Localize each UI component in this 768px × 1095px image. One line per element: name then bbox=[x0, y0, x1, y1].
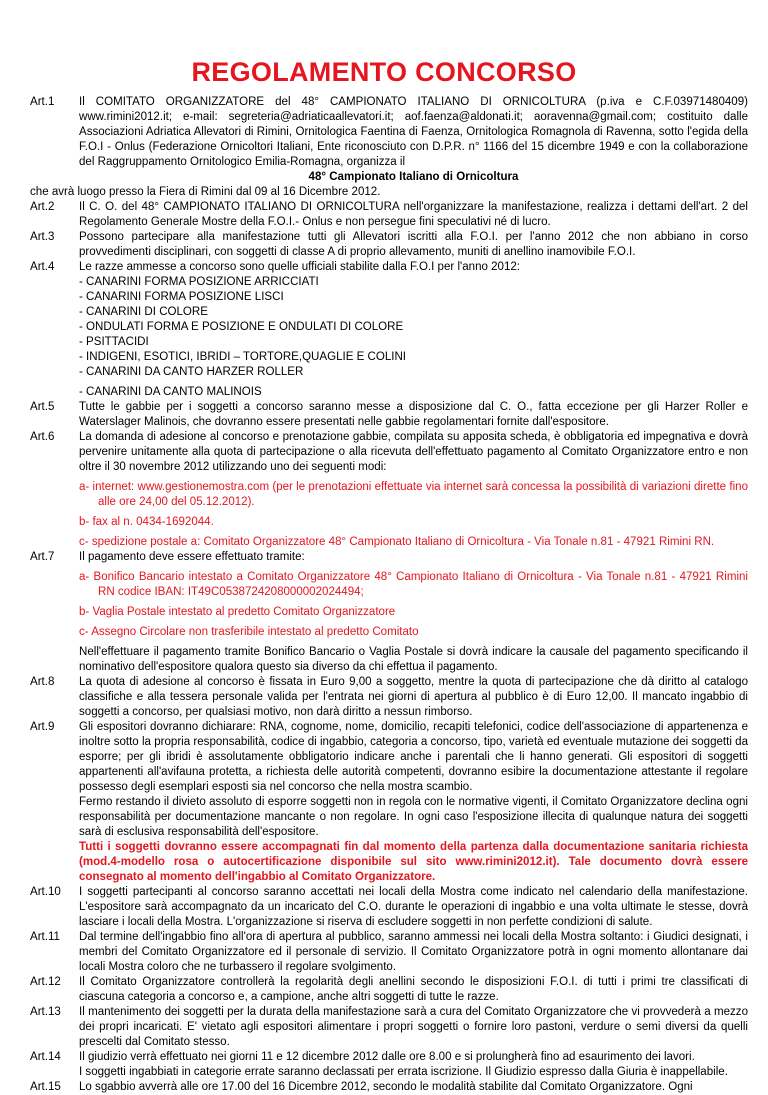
article-number: Art.4 bbox=[30, 261, 55, 273]
article-11 bbox=[30, 930, 748, 975]
article-number: Art.2 bbox=[30, 201, 55, 213]
list-item: - ONDULATI FORMA E POSIZIONE E ONDULATI DI COLORE bbox=[79, 321, 404, 333]
article-14 bbox=[30, 1050, 748, 1080]
article-5 bbox=[30, 400, 748, 430]
article-1-after: che avrà luogo presso la Fiera di Rimini dal 09 al 16 Dicembre 2012. bbox=[30, 186, 381, 198]
list-item: - CANARINI DI COLORE bbox=[79, 306, 208, 318]
list-item: - CANARINI FORMA POSIZIONE ARRICCIATI bbox=[79, 276, 319, 288]
article-2 bbox=[30, 200, 748, 230]
option-internet: a- internet: www.gestionemostra.com (per le prenotazioni effettuate via internet sarà concessa la possibilità di variazioni dirette fino alle ore 24,00 del 05.12.2012). bbox=[79, 481, 748, 508]
article-number: Art.10 bbox=[30, 886, 61, 898]
article-text: La domanda di adesione al concorso e prenotazione gabbie, compilata su apposita scheda, è obbligatoria ed impegnativa e dovrà pervenire unitamente alla quota di partecipazione o alla ricevuta dell'effettuato pagamento al Comitato Organizzatore entro e non oltre il 30 novembre 2012 utilizzando uno dei seguenti modi: bbox=[79, 431, 748, 473]
list-item: - INDIGENI, ESOTICI, IBRIDI – TORTORE,QUAGLIE E COLINI bbox=[79, 351, 407, 363]
list-item: - CANARINI FORMA POSIZIONE LISCI bbox=[79, 291, 284, 303]
article-number: Art.15 bbox=[30, 1081, 61, 1093]
article-15 bbox=[30, 1080, 748, 1095]
list-item: - CANARINI DA CANTO HARZER ROLLER bbox=[79, 366, 304, 378]
event-title: 48° Campionato Italiano di Ornicoltura bbox=[308, 171, 519, 183]
article-number: Art.1 bbox=[30, 96, 55, 108]
article-text: La quota di adesione al concorso è fissata in Euro 9,00 a soggetto, mentre la quota di partecipazione che dà diritto al catalogo classifiche e alla tessera personale valida per l'entrata nei giorni di apertura al pubblico è di Euro 12,00. Il mancato ingabbio di soggetti a concorso, per qualsiasi motivo, non darà diritto a nessun rimborso. bbox=[79, 676, 748, 718]
option-bank-transfer: a- Bonifico Bancario intestato a Comitato Organizzatore 48° Campionato Italiano di Ornicoltura - Via Tonale n.81 - 47921 Rimini RN codice IBAN: IT49C0538724208000002024494; bbox=[79, 571, 748, 598]
article-text: Il mantenimento dei soggetti per la durata della manifestazione sarà a cura del Comitato Organizzatore che vi provvederà a mezzo dei propri incaricati. E' vietato agli espositori alimentare i propri soggetti o fornire loro pastoni, verdure o semi diversi da quelli prescelti dal Comitato stesso. bbox=[79, 1006, 748, 1048]
article-text: I soggetti partecipanti al concorso saranno accettati nei locali della Mostra come indicato nel calendario della manifestazione. L'espositore sarà accompagnato da un incaricato del C.O. durante le operazioni di ingabbio e una volta ultimate le stesse, dovrà lasciare i locali della Mostra. L'organizzazione si riserva di escludere soggetti in non perfette condizioni di salute. bbox=[79, 886, 748, 928]
article-number: Art.14 bbox=[30, 1051, 61, 1063]
article-7 bbox=[30, 550, 748, 675]
article-number: Art.11 bbox=[30, 931, 60, 943]
article-text: Nell'effettuare il pagamento tramite Bonifico Bancario o Vaglia Postale si dovrà indicare la causale del pagamento specificando il nominativo dell'espositore qualora questo sia diverso da chi effettua il pagamento. bbox=[79, 646, 748, 673]
article-number: Art.13 bbox=[30, 1006, 61, 1018]
article-text: Il pagamento deve essere effettuato tramite: bbox=[79, 551, 305, 563]
article-text: Tutte le gabbie per i soggetti a concorso saranno messe a disposizione dal C. O., fatta eccezione per gli Harzer Roller e Waterslager Malinois, che dovranno essere presentati nelle gabbie regolamentari fornite dall'espositore. bbox=[79, 401, 748, 428]
option-fax: b- fax al n. 0434-1692044. bbox=[79, 516, 214, 528]
page-title: REGOLAMENTO CONCORSO bbox=[191, 57, 577, 87]
article-number: Art.8 bbox=[30, 676, 55, 688]
article-number: Art.6 bbox=[30, 431, 55, 443]
article-text: Lo sgabbio avverrà alle ore 17.00 del 16 Dicembre 2012, secondo le modalità stabilite dal Comitato Organizzatore. Ogni bbox=[79, 1081, 693, 1093]
article-text: Il COMITATO ORGANIZZATORE del 48° CAMPIONATO ITALIANO DI ORNICOLTURA (p.iva e C.F.03971480409) www.rimini2012.it; e-mail: segreteria@adriaticaallevatori.it; aof.faenza@aldonati.it; aoravenna@gmail.com; costituito dalle Associazioni Adriatica Allevatori di Rimini, Ornitologica Faentina di Faenza, Ornitologica Romagnola di Ravenna, sotto l'egida della F.O.I - Onlus (Federazione Ornicoltori Italiani, Ente riconosciuto con D.P.R. n° 1166 del 15 dicembre 1949 e con la collaborazione del Raggruppamento Ornitologico Emilia-Romagna, organizza il bbox=[79, 96, 748, 168]
list-item: - PSITTACIDI bbox=[79, 336, 149, 348]
article-text: Possono partecipare alla manifestazione tutti gli Allevatori iscritti alla F.O.I. per l'anno 2012 che non abbiano in corso provvedimenti disciplinari, con soggetti di classe A di proprio allevamento, muniti di anellino inamovibile F.O.I. bbox=[79, 231, 748, 258]
article-text: Fermo restando il divieto assoluto di esporre soggetti non in regola con le normative vigenti, il Comitato Organizzatore declina ogni responsabilità per documentazione mancante o non regolare. In ogni caso l'esposizione illecita di qualunque natura dei soggetti sarà di esclusiva responsabilità dell'espositore. bbox=[79, 796, 748, 838]
article-number: Art.5 bbox=[30, 401, 55, 413]
article-text: Le razze ammesse a concorso sono quelle ufficiali stabilite dalla F.O.I per l'anno 2012: bbox=[79, 261, 521, 273]
article-1 bbox=[30, 95, 748, 185]
article-number: Art.3 bbox=[30, 231, 55, 243]
option-post: c- spedizione postale a: Comitato Organizzatore 48° Campionato Italiano di Ornicoltura - Via Tonale n.81 - 47921 Rimini RN. bbox=[79, 536, 715, 548]
article-text: Il C. O. del 48° CAMPIONATO ITALIANO DI ORNICOLTURA nell'organizzare la manifestazione, realizza i dettami dell'art. 2 del Regolamento Generale Mostre della F.O.I.- Onlus e non persegue fini speculativi né di lucro. bbox=[79, 201, 748, 228]
article-8 bbox=[30, 675, 748, 720]
option-cheque: c- Assegno Circolare non trasferibile intestato al predetto Comitato bbox=[79, 626, 419, 638]
article-12 bbox=[30, 975, 748, 1005]
regulation-body bbox=[30, 95, 748, 1095]
sanitary-warning: Tutti i soggetti dovranno essere accompagnati fin dal momento della partenza dalla documentazione sanitaria richiesta (mod.4-modello rosa o autocertificazione disponibile sul sito www.rimini2012.it). Tale documento dovrà essere consegnato al momento dell'ingabbio al Comitato Organizzatore. bbox=[79, 841, 748, 883]
article-text: Il Comitato Organizzatore controllerà la regolarità degli anellini secondo le disposizioni F.O.I. di tutti i primi tre classificati di ciascuna categoria a concorso e, a campione, anche altri soggetti di tutte le razze. bbox=[79, 976, 748, 1003]
article-text: Gli espositori dovranno dichiarare: RNA, cognome, nome, domicilio, recapiti telefonici, codice dell'associazione di appartenenza e inoltre sotto la propria responsabilità, codice di ingabbio, categoria a concorso, tipo, varietà ed eventuale mutazione dei soggetti da esporre; per gli ibridi è assolutamente obbligatorio indicare anche i parentali che li hanno generati. Gli espositori di soggetti appartenenti all'avifauna protetta, a richiesta delle autorità competenti, dovranno esibire la documentazione attestante il regolare possesso degli esemplari esposti sia nel concorso che nella mostra scambio. bbox=[79, 721, 748, 793]
article-4 bbox=[30, 260, 748, 400]
article-6 bbox=[30, 430, 748, 550]
article-text: I soggetti ingabbiati in categorie errate saranno declassati per errata iscrizione. Il Giudizio espresso dalla Giuria è inappellabile. bbox=[79, 1066, 728, 1078]
article-number: Art.12 bbox=[30, 976, 61, 988]
article-text: Dal termine dell'ingabbio fino all'ora di apertura al pubblico, saranno ammessi nei locali della Mostra soltanto: i Giudici designati, i membri del Comitato Organizzatore ed il personale di servizio. Il Comitato Organizzatore potrà in ogni momento allontanare dai locali Mostra coloro che ne turbassero il regolare svolgimento. bbox=[79, 931, 748, 973]
article-3 bbox=[30, 230, 748, 260]
article-9 bbox=[30, 720, 748, 885]
article-number: Art.7 bbox=[30, 551, 55, 563]
article-10 bbox=[30, 885, 748, 930]
option-postal-order: b- Vaglia Postale intestato al predetto Comitato Organizzatore bbox=[79, 606, 396, 618]
article-text: Il giudizio verrà effettuato nei giorni 11 e 12 dicembre 2012 dalle ore 8.00 e si prolungherà fino ad esaurimento dei lavori. bbox=[79, 1051, 695, 1063]
list-item: - CANARINI DA CANTO MALINOIS bbox=[79, 386, 262, 398]
article-number: Art.9 bbox=[30, 721, 55, 733]
article-13 bbox=[30, 1005, 748, 1050]
